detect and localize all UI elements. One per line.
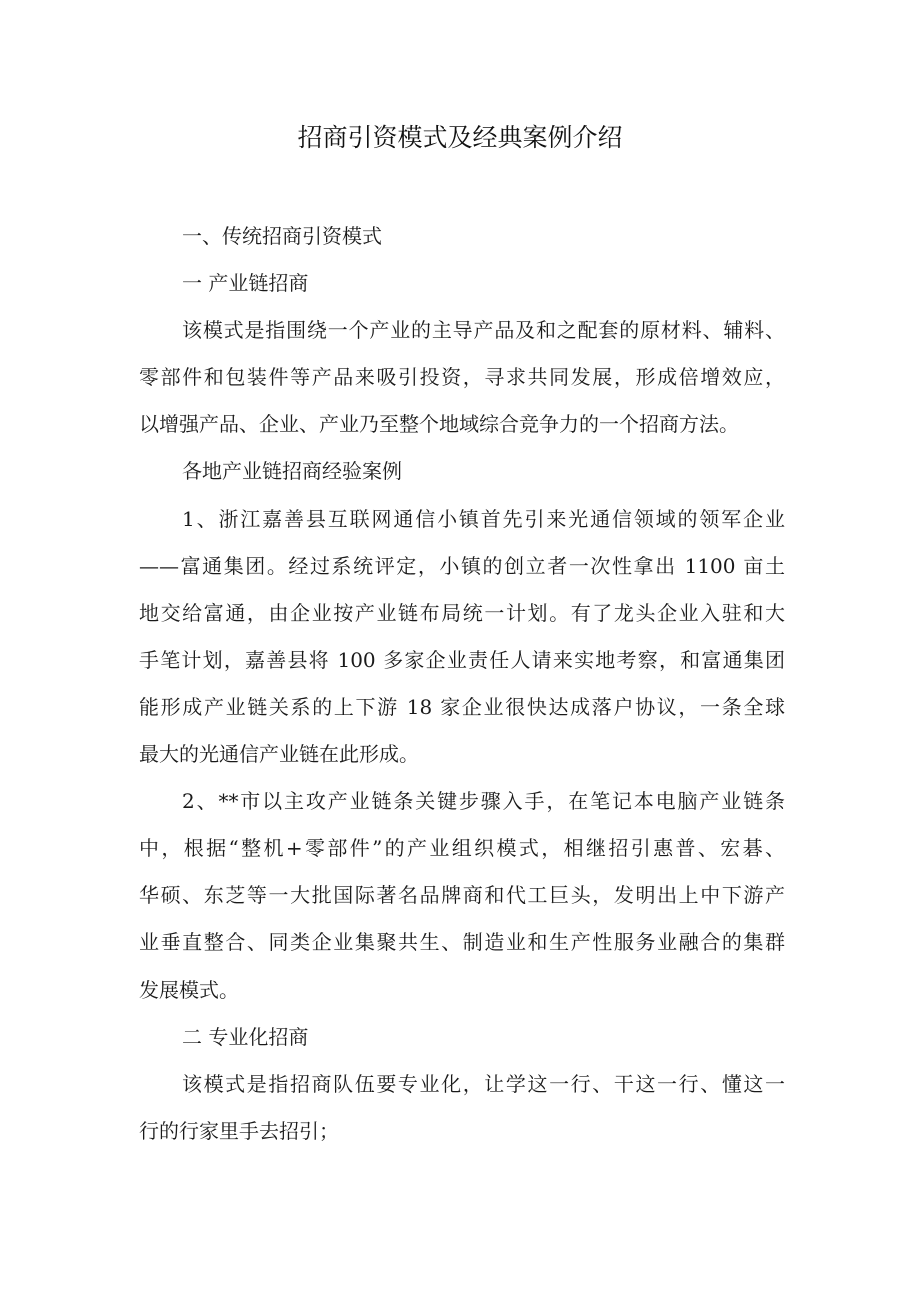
paragraph-line: 中，根据“整机+零部件”的产业组织模式，相继招引惠普、宏碁、 [139,836,785,861]
paragraph-line: 发展模式。 [139,977,239,1002]
document-title: 招商引资模式及经典案例介绍 [297,123,623,152]
paragraph-line: 以增强产品、企业、产业乃至整个地域综合竞争力的一个招商方法。 [139,412,739,437]
section-heading: 一、传统招商引资模式 [182,224,382,248]
paragraph-line: 能形成产业链关系的上下游 18 家企业很快达成落户协议，一条全球 [139,694,785,719]
document-body [139,213,787,1155]
subsection-heading: 一 产业链招商 [182,271,309,296]
paragraph-line: 华硕、东芝等一大批国际著名品牌商和代工巨头，发明出上中下游产 [139,883,785,908]
paragraph-line: 业垂直整合、同类企业集聚共生、制造业和生产性服务业融合的集群 [139,930,785,955]
case-heading: 各地产业链招商经验案例 [182,459,402,484]
paragraph-line: 该模式是指招商队伍要专业化，让学这一行、干这一行、懂这一 [182,1071,785,1096]
paragraph-line: 1、浙江嘉善县互联网通信小镇首先引来光通信领域的领军企业 [182,506,785,531]
paragraph-line: 手笔计划，嘉善县将 100 多家企业责任人请来实地考察，和富通集团 [139,647,785,672]
paragraph-line: 行的行家里手去招引； [139,1118,339,1143]
paragraph-line: 零部件和包装件等产品来吸引投资，寻求共同发展，形成倍增效应， [139,365,785,390]
paragraph-line: 该模式是指围绕一个产业的主导产品及和之配套的原材料、辅料、 [182,318,785,343]
subsection-heading: 二 专业化招商 [182,1024,309,1049]
paragraph-line: 地交给富通，由企业按产业链布局统一计划。有了龙头企业入驻和大 [139,600,785,625]
paragraph-line: 2、**市以主攻产业链条关键步骤入手，在笔记本电脑产业链条 [182,789,785,814]
paragraph-line: ——富通集团。经过系统评定，小镇的创立者一次性拿出 1100 亩土 [139,553,785,578]
paragraph-line: 最大的光通信产业链在此形成。 [139,742,419,767]
